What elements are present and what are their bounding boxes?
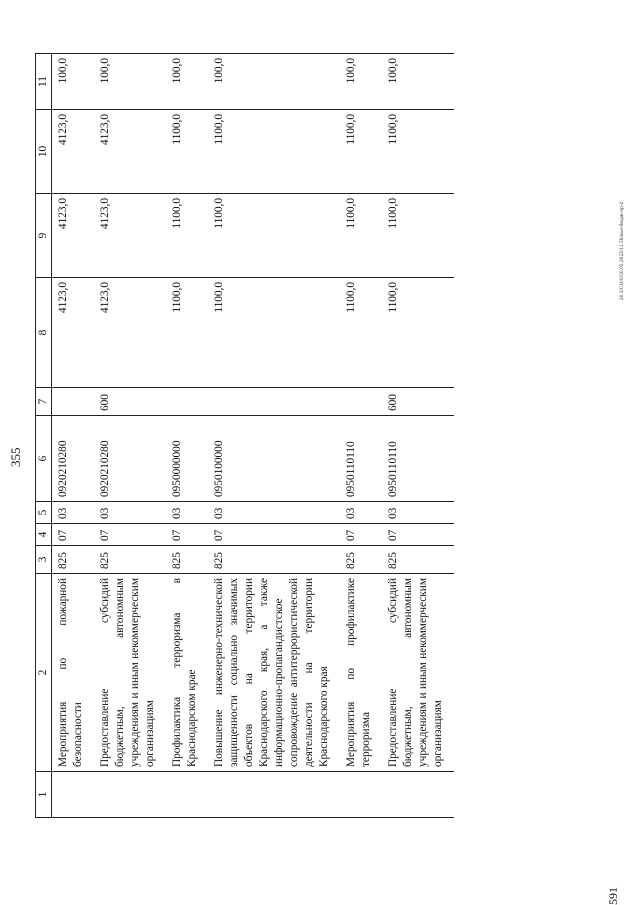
amount-executed: 4123,0 bbox=[52, 110, 95, 194]
amount-revised: 4123,0 bbox=[52, 194, 95, 278]
target-article-code: 0950000000 bbox=[166, 416, 208, 502]
subsection-code: 03 bbox=[166, 502, 208, 524]
section-code: 07 bbox=[340, 524, 382, 546]
column-header: 7 bbox=[36, 388, 52, 416]
sheet-number: 591 bbox=[606, 887, 620, 905]
row-number-cell bbox=[52, 772, 95, 818]
item-name: Повышение инженерно-технической защищенности социально значимых объектов на территории Краснодарского края, а также информационно-пропагандистское сопровождение антитеррористической деятельности на территории Краснодарского края bbox=[208, 574, 340, 772]
execution-percent: 100,0 bbox=[94, 54, 166, 110]
execution-percent: 100,0 bbox=[382, 54, 454, 110]
subsection-code: 03 bbox=[208, 502, 340, 524]
table-row bbox=[94, 54, 166, 818]
page-number: 355 bbox=[8, 447, 23, 467]
section-code: 07 bbox=[382, 524, 454, 546]
item-name: Мероприятия по пожарной безопасности bbox=[52, 574, 95, 772]
amount-planned: 4123,0 bbox=[52, 278, 95, 388]
table-row bbox=[340, 54, 382, 818]
expense-type-code: 600 bbox=[382, 388, 454, 416]
amount-planned: 4123,0 bbox=[94, 278, 166, 388]
table-row bbox=[166, 54, 208, 818]
column-header: 11 bbox=[36, 54, 52, 110]
amount-executed: 1100,0 bbox=[382, 110, 454, 194]
expense-type-code bbox=[166, 388, 208, 416]
ministry-code: 825 bbox=[382, 546, 454, 574]
column-header: 2 bbox=[36, 574, 52, 772]
row-number-cell bbox=[208, 772, 340, 818]
ministry-code: 825 bbox=[340, 546, 382, 574]
row-number-cell bbox=[340, 772, 382, 818]
item-name: Предоставление субсидий бюджетным, автономным учреждениям и иным некоммерческим организациям bbox=[382, 574, 454, 772]
amount-planned: 1100,0 bbox=[208, 278, 340, 388]
column-header: 5 bbox=[36, 502, 52, 524]
section-code: 07 bbox=[208, 524, 340, 546]
column-number-row bbox=[36, 54, 52, 818]
column-header: 1 bbox=[36, 772, 52, 818]
amount-revised: 1100,0 bbox=[166, 194, 208, 278]
column-header: 8 bbox=[36, 278, 52, 388]
row-number-cell bbox=[166, 772, 208, 818]
amount-executed: 1100,0 bbox=[340, 110, 382, 194]
item-name: Предоставление субсидий бюджетным, автономным учреждениям и иным некоммерческим организациям bbox=[94, 574, 166, 772]
expense-type-code: 600 bbox=[94, 388, 166, 416]
expense-type-code bbox=[340, 388, 382, 416]
column-header: 6 bbox=[36, 416, 52, 502]
subsection-code: 03 bbox=[52, 502, 95, 524]
target-article-code: 0920210280 bbox=[52, 416, 95, 502]
amount-revised: 1100,0 bbox=[340, 194, 382, 278]
amount-revised: 4123,0 bbox=[94, 194, 166, 278]
ministry-code: 825 bbox=[94, 546, 166, 574]
table-row bbox=[382, 54, 454, 818]
document-stamp: 20.3/СО/0/50.05.2023/11.56/кол-бюдж-пр-2 bbox=[620, 201, 625, 300]
subsection-code: 03 bbox=[382, 502, 454, 524]
column-header: 10 bbox=[36, 110, 52, 194]
amount-planned: 1100,0 bbox=[166, 278, 208, 388]
execution-percent: 100,0 bbox=[166, 54, 208, 110]
amount-executed: 1100,0 bbox=[208, 110, 340, 194]
subsection-code: 03 bbox=[340, 502, 382, 524]
expense-type-code bbox=[208, 388, 340, 416]
ministry-code: 825 bbox=[166, 546, 208, 574]
row-number-cell bbox=[94, 772, 166, 818]
subsection-code: 03 bbox=[94, 502, 166, 524]
target-article-code: 0920210280 bbox=[94, 416, 166, 502]
ministry-code: 825 bbox=[52, 546, 95, 574]
column-header: 3 bbox=[36, 546, 52, 574]
section-code: 07 bbox=[166, 524, 208, 546]
budget-table bbox=[35, 53, 454, 818]
amount-planned: 1100,0 bbox=[382, 278, 454, 388]
amount-planned: 1100,0 bbox=[340, 278, 382, 388]
column-header: 9 bbox=[36, 194, 52, 278]
target-article-code: 0950100000 bbox=[208, 416, 340, 502]
target-article-code: 0950110110 bbox=[340, 416, 382, 502]
ministry-code: 825 bbox=[208, 546, 340, 574]
amount-revised: 1100,0 bbox=[382, 194, 454, 278]
expense-type-code bbox=[52, 388, 95, 416]
execution-percent: 100,0 bbox=[52, 54, 95, 110]
amount-revised: 1100,0 bbox=[208, 194, 340, 278]
section-code: 07 bbox=[52, 524, 95, 546]
column-header: 4 bbox=[36, 524, 52, 546]
execution-percent: 100,0 bbox=[340, 54, 382, 110]
amount-executed: 1100,0 bbox=[166, 110, 208, 194]
item-name: Профилактика терроризма в Краснодарском крае bbox=[166, 574, 208, 772]
item-name: Мероприятия по профилактике терроризма bbox=[340, 574, 382, 772]
table-row bbox=[52, 54, 95, 818]
table-row bbox=[208, 54, 340, 818]
amount-executed: 4123,0 bbox=[94, 110, 166, 194]
row-number-cell bbox=[382, 772, 454, 818]
execution-percent: 100,0 bbox=[208, 54, 340, 110]
section-code: 07 bbox=[94, 524, 166, 546]
target-article-code: 0950110110 bbox=[382, 416, 454, 502]
